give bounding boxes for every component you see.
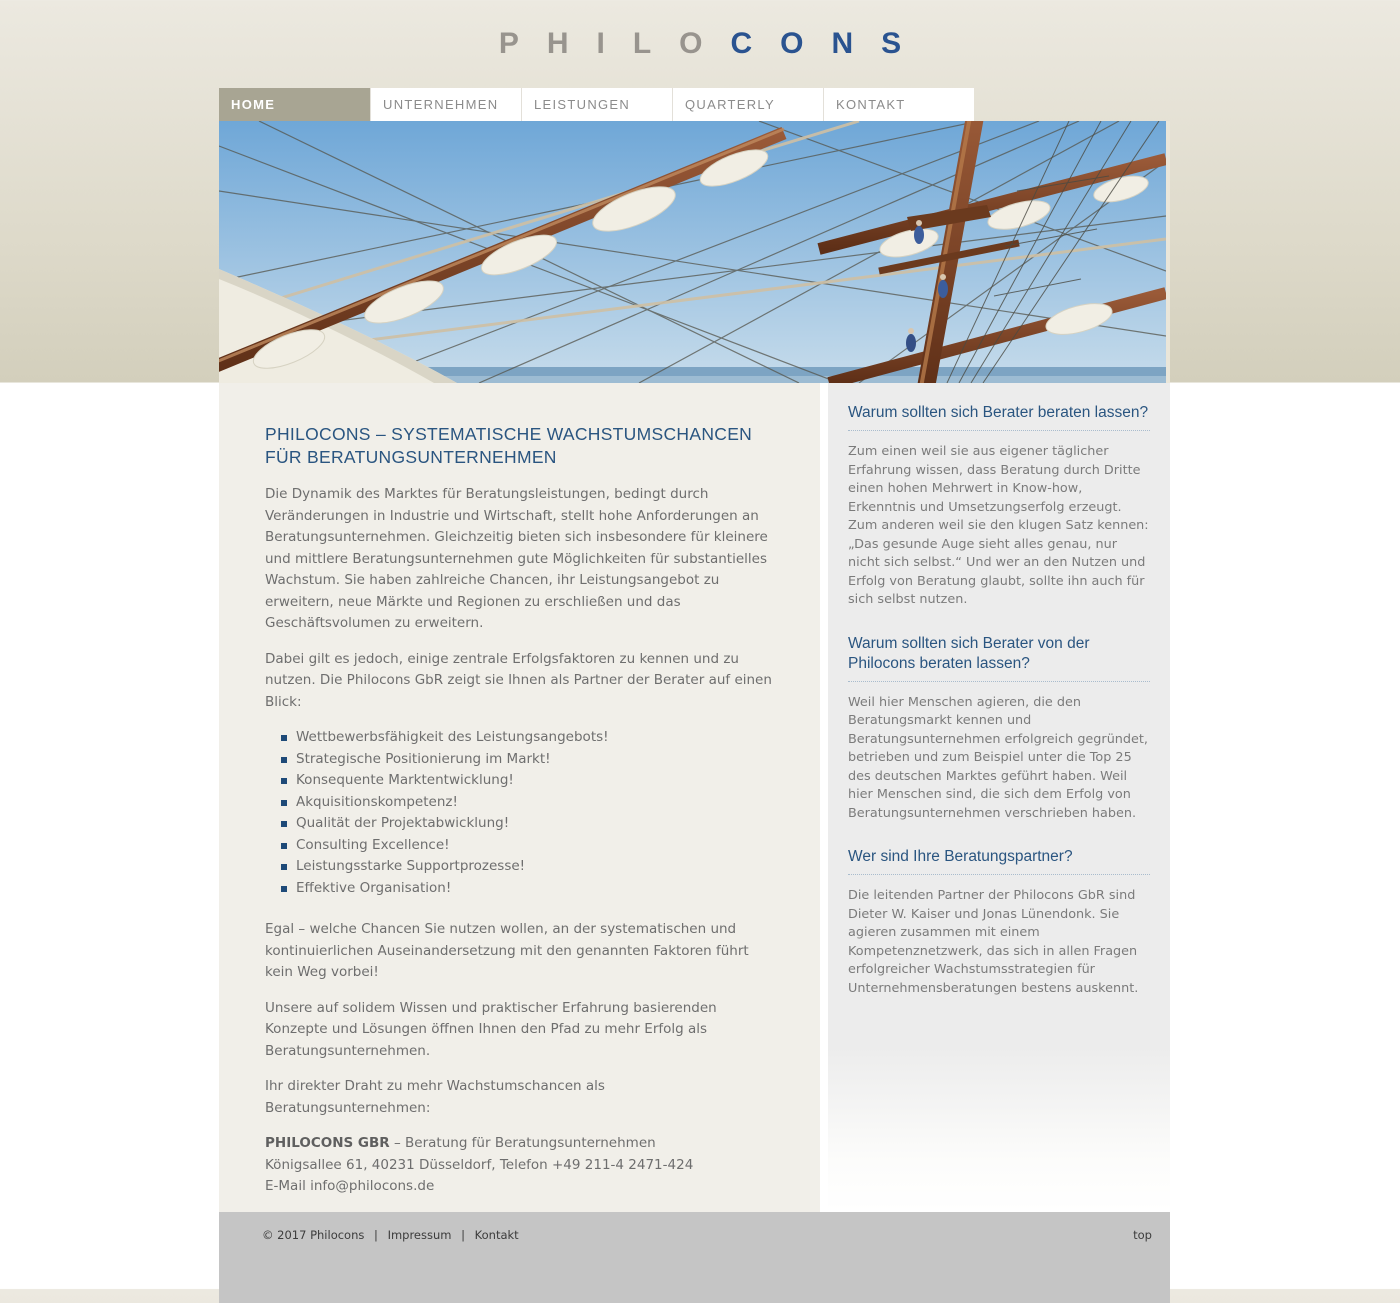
intro-paragraph: Dabei gilt es jedoch, einige zentrale Erfolgsfaktoren zu kennen und zu nutzen. Die Philocons GbR zeigt sie Ihnen als Partner der Berater auf einen Blick: [265, 650, 772, 710]
nav-tab-kontakt[interactable]: KONTAKT [823, 88, 974, 121]
address-line: Königsallee 61, 40231 Düsseldorf, Telefon +49 211-4 2471-424 [265, 1156, 694, 1173]
sidebar-text: Weil hier Menschen agieren, die den Beratungsmarkt kennen und Beratungsunternehmen erfolgreich gegründet, betrieben und zum Beispiel unter die Top 25 des deutschen Marktes geführt haben. Weil hier Menschen sind, die sich dem Erfolg von Beratungsunternehmen verschrieben haben. [848, 694, 1148, 821]
hero-sailing-ship-image [219, 121, 1170, 383]
sidebar-section [848, 634, 1150, 824]
logo-part-cons: CONS [730, 27, 930, 60]
outro-paragraph: Ihr direkter Draht zu mehr Wachstumschancen als Beratungsunternehmen: [265, 1078, 605, 1116]
list-item: Konsequente Marktentwicklung! [265, 770, 774, 792]
page-title: PHILOCONS – SYSTEMATISCHE WACHSTUMSCHANCEN FÜR BERATUNGSUNTERNEHMEN [265, 424, 753, 467]
list-item: Akquisitionskompetenz! [265, 792, 774, 814]
list-item: Consulting Excellence! [265, 835, 774, 857]
dotted-divider [848, 430, 1150, 431]
nav-tab-quarterly[interactable]: QUARTERLY [672, 88, 823, 121]
email-line: E-Mail info@philocons.de [265, 1178, 435, 1194]
sidebar-heading: Wer sind Ihre Beratungspartner? [848, 848, 1073, 865]
sidebar-section [848, 847, 1150, 998]
success-factor-list [265, 727, 774, 899]
nav-tab-leistungen[interactable]: LEISTUNGEN [521, 88, 672, 121]
list-item: Effektive Organisation! [265, 878, 774, 900]
content-area [219, 383, 1170, 1212]
dotted-divider [848, 681, 1150, 682]
logo-part-philo: PHILO [498, 27, 731, 60]
page-header [0, 0, 1400, 88]
list-item: Qualität der Projektabwicklung! [265, 813, 774, 835]
main-nav [219, 88, 1170, 121]
company-tagline: – Beratung für Beratungsunternehmen [389, 1135, 656, 1151]
sidebar-heading: Warum sollten sich Berater beraten lassen? [848, 404, 1149, 421]
intro-paragraph: Die Dynamik des Marktes für Beratungsleistungen, bedingt durch Veränderungen in Industrie und Wirtschaft, stellt hohe Anforderungen an Beratungsunternehmen. Gleichzeitig bieten sich insbesondere für kleinere und mittlere Beratungsunternehmen gute Möglichkeiten für substantielles Wachstum. Sie haben zahlreiche Chancen, ihr Leistungsangebot zu erweitern, neue Märkte und Regionen zu erschließen und das Geschäftsvolumen zu erweitern. [265, 486, 768, 631]
philocons-logo [471, 27, 929, 61]
nav-tab-home[interactable]: HOME [219, 88, 370, 121]
sidebar-section [848, 403, 1150, 610]
sailing-ship-illustration [219, 121, 1166, 383]
footer-link-impressum[interactable]: Impressum [387, 1227, 452, 1242]
outro-paragraph: Egal – welche Chancen Sie nutzen wollen, an der systematischen und kontinuierlichen Auseinandersetzung mit den genannten Faktoren führt kein Weg vorbei! [265, 921, 749, 980]
list-item: Strategische Positionierung im Markt! [265, 749, 774, 771]
sidebar-text: Die leitenden Partner der Philocons GbR sind Dieter W. Kaiser und Jonas Lünendonk. Sie agieren zusammen mit einem Kompetenznetzwerk, das sich in allen Fragen erfolgreicher Wachstumsstrategien für Unternehmensberatungen bestens auskennt. [848, 888, 1139, 996]
back-to-top-link[interactable]: top [1133, 1227, 1152, 1242]
footer-left [262, 1228, 519, 1242]
copyright-text: © 2017 Philocons [262, 1227, 365, 1242]
list-item: Wettbewerbsfähigkeit des Leistungsangebots! [265, 727, 774, 749]
dotted-divider [848, 874, 1150, 875]
divider: | [461, 1227, 466, 1242]
divider: | [374, 1227, 378, 1242]
company-name: PHILOCONS GBR [265, 1135, 390, 1151]
contact-block [265, 1133, 774, 1198]
sidebar-heading: Warum sollten sich Berater von der Philocons beraten lassen? [848, 634, 1090, 672]
main-column [219, 383, 820, 1212]
list-item: Leistungsstarke Supportprozesse! [265, 856, 774, 878]
outro-paragraph: Unsere auf solidem Wissen und praktischer Erfahrung basierenden Konzepte und Lösungen öffnen Ihnen den Pfad zu mehr Erfolg als Beratungsunternehmen. [265, 999, 717, 1059]
nav-tab-unternehmen[interactable]: UNTERNEHMEN [370, 88, 521, 121]
sidebar-text: Zum einen weil sie aus eigener täglicher Erfahrung wissen, dass Beratung durch Dritte einen hohen Mehrwert in Know-how, Erkenntnis und Umsetzungserfolg erzeugt. Zum anderen weil sie den klugen Satz kennen: „Das gesunde Auge sieht alles genau, nur nicht sich selbst.“ Und wer an den Nutzen und Erfolg von Beratung glaubt, sollte ihn auch für sich selbst nutzen. [848, 444, 1149, 607]
sidebar [828, 383, 1170, 1212]
footer-link-kontakt[interactable]: Kontakt [474, 1227, 519, 1242]
